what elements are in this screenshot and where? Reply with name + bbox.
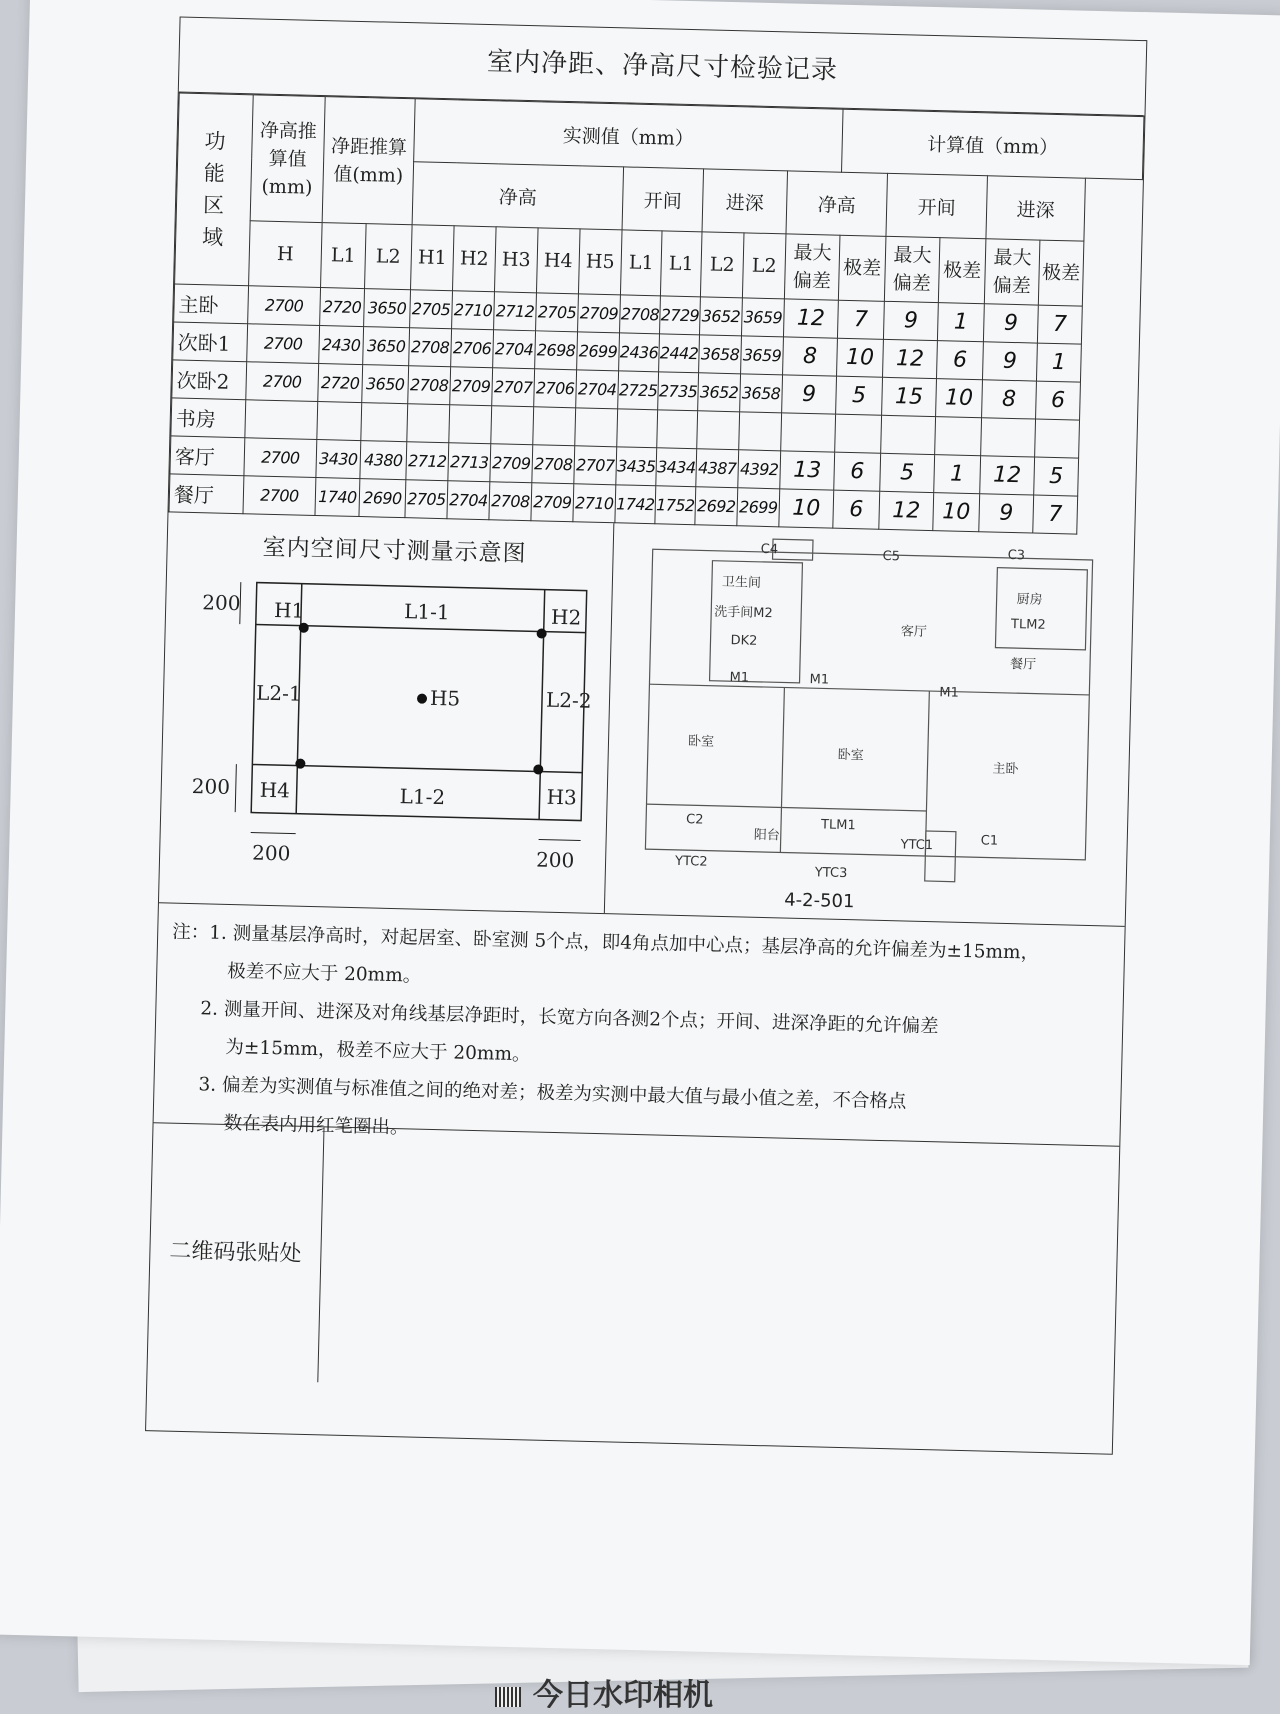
dim-label-200: 200 — [191, 774, 231, 799]
floor-plan — [604, 523, 1134, 926]
calculated-value: 15 — [882, 377, 937, 416]
measured-value: 2710 — [573, 484, 616, 523]
col-header: L2 — [700, 232, 744, 298]
measured-value: 2712 — [494, 292, 537, 331]
calculated-value: 9 — [983, 304, 1038, 343]
plan-label: 客厅 — [900, 624, 927, 640]
note-2a: 2. 测量开间、进深及对角线基层净距时，长宽方向各测2个点；开间、进深净距的允许偏差 — [200, 998, 939, 1038]
plan-wall — [647, 804, 927, 811]
watermark-stamp — [495, 1670, 713, 1714]
calculated-value: 7 — [1033, 495, 1078, 534]
plan-label: 卧室 — [837, 747, 864, 764]
label-l21: L2-1 — [255, 680, 302, 706]
calculated-value: 6 — [833, 490, 880, 529]
label-h2: H2 — [550, 604, 582, 630]
dim-line — [251, 832, 296, 833]
room-name: 次卧2 — [172, 360, 247, 400]
col-header: H — [249, 221, 323, 288]
measured-value: 2698 — [535, 331, 578, 370]
measured-value: 3658 — [740, 374, 783, 413]
calculated-value: 10 — [936, 379, 983, 418]
measured-value: 1752 — [655, 486, 696, 525]
plan-wall — [649, 684, 1089, 695]
measured-value: 2442 — [659, 334, 700, 373]
col-header: L1 — [321, 223, 367, 289]
measured-value: 2705 — [536, 293, 579, 332]
calculated-header: 计算值（mm） — [842, 109, 1144, 179]
measured-value: 2700 — [243, 476, 316, 516]
calculated-value: 10 — [933, 493, 980, 532]
calculated-value: 10 — [837, 338, 884, 377]
plan-label: YTC1 — [900, 837, 934, 854]
max-dev-header: 最大偏差 — [984, 239, 1040, 305]
calculated-value: 5 — [1034, 457, 1079, 496]
measured-value — [245, 400, 318, 440]
measured-value: 2704 — [493, 330, 536, 369]
room-name: 餐厅 — [169, 474, 244, 514]
plan-label: C2 — [685, 812, 704, 828]
note-2b: 为±15mm，极差不应大于 20mm。 — [225, 1036, 531, 1066]
qr-section — [147, 1123, 1119, 1402]
measured-value — [657, 410, 698, 449]
dim-label-200: 200 — [251, 840, 291, 866]
plan-label: YTC2 — [674, 853, 708, 870]
calculated-value: 9 — [979, 494, 1034, 533]
calculated-value — [835, 414, 882, 453]
plan-wall — [780, 687, 784, 852]
measured-value: 4380 — [360, 441, 407, 480]
col-header: L2 — [365, 224, 413, 290]
plan-label: 厨房 — [1016, 592, 1043, 608]
measured-value — [491, 406, 534, 445]
measured-value: 2735 — [658, 372, 699, 411]
measured-value: 2706 — [534, 369, 577, 408]
plan-label: 阳台 — [753, 827, 780, 844]
col-header: L2 — [742, 233, 786, 299]
label-h3: H3 — [546, 784, 578, 810]
diagrams-section — [159, 512, 1134, 926]
calculated-value: 1 — [937, 303, 984, 342]
plan-label: 洗手间M2 — [714, 604, 773, 622]
measured-value: 4392 — [738, 450, 781, 489]
plan-label: YTC3 — [814, 865, 848, 882]
measured-value — [617, 409, 658, 448]
measurement-diagram — [159, 512, 614, 913]
measured-value: 2705 — [410, 290, 453, 329]
plan-label: 餐厅 — [1009, 656, 1037, 673]
measured-value: 2700 — [247, 324, 320, 364]
calculated-value — [881, 415, 936, 454]
qr-label: 二维码张贴处 — [147, 1123, 324, 1382]
measured-value — [361, 403, 408, 442]
measured-value: 2699 — [577, 332, 620, 371]
room-name: 次卧1 — [173, 322, 248, 362]
col-header: H5 — [578, 229, 622, 295]
measured-value: 2708 — [409, 328, 452, 367]
calculated-value: 7 — [837, 300, 884, 339]
note-1b: 极差不应大于 20mm。 — [227, 960, 422, 987]
calc-opening-header: 开间 — [886, 173, 988, 238]
measured-value — [533, 407, 576, 446]
calculated-value: 12 — [783, 299, 838, 338]
plan-label: 卫生间 — [721, 574, 762, 591]
measured-value: 2704 — [447, 481, 490, 520]
measured-value: 2720 — [320, 288, 365, 327]
calculated-value: 6 — [937, 341, 984, 380]
measured-value: 3435 — [616, 447, 657, 486]
range-header: 极差 — [1038, 240, 1084, 306]
calculated-value — [781, 413, 836, 452]
range-header: 极差 — [938, 238, 986, 304]
measured-value: 2430 — [319, 326, 364, 365]
measured-value: 3650 — [362, 365, 409, 404]
measured-value: 2705 — [405, 480, 448, 519]
measured-value: 2709 — [578, 294, 621, 333]
room-name: 主卧 — [174, 284, 249, 324]
measured-value: 2710 — [452, 291, 495, 330]
diagram-title: 室内空间尺寸测量示意图 — [262, 534, 527, 568]
measured-value: 2708 — [408, 366, 451, 405]
calculated-value: 10 — [779, 489, 834, 528]
measured-value: 2720 — [318, 364, 363, 403]
floor-plan-svg — [604, 523, 1134, 926]
plan-label: TLM1 — [820, 817, 856, 834]
plan-label: C5 — [882, 548, 901, 565]
point-h2 — [537, 628, 547, 638]
col-header: H4 — [536, 228, 580, 294]
stamp-text: 今日水印相机 — [533, 1678, 713, 1713]
line-l22 — [539, 590, 545, 820]
range-header: 极差 — [838, 235, 886, 301]
plan-label: TLM2 — [1010, 617, 1046, 633]
measured-value: 3652 — [700, 297, 743, 336]
plan-label: C3 — [1007, 547, 1026, 564]
room-name: 书房 — [171, 398, 246, 438]
measured-value: 1742 — [615, 485, 656, 524]
calculated-value: 6 — [1036, 381, 1081, 420]
measured-value — [697, 411, 740, 450]
measured-value: 2699 — [737, 488, 780, 527]
measured-value: 2706 — [451, 329, 494, 368]
measured-value — [739, 412, 782, 451]
plan-label: DK2 — [730, 633, 758, 649]
measured-value: 2700 — [248, 286, 321, 326]
measured-value: 3659 — [741, 336, 784, 375]
calculated-value: 9 — [883, 301, 938, 340]
col-header: H3 — [494, 227, 538, 293]
calculated-value: 1 — [1036, 343, 1081, 382]
point-h3 — [533, 764, 543, 774]
inspection-form — [145, 17, 1147, 1455]
qr-mini-icon — [495, 1687, 521, 1707]
calc-net-height-header: 净高 — [786, 171, 888, 236]
calculated-value — [981, 418, 1036, 457]
plan-code: 4-2-501 — [783, 889, 855, 913]
calculated-value: 6 — [834, 452, 881, 491]
note-3b: 数在表内用红笔圈出。 — [223, 1112, 409, 1139]
measured-value: 2725 — [618, 371, 659, 410]
calculated-value: 9 — [983, 342, 1038, 381]
plan-label: C4 — [760, 541, 779, 558]
plan-window — [773, 539, 813, 560]
label-l22: L2-2 — [545, 687, 592, 713]
calculated-value: 1 — [934, 455, 981, 494]
calculated-value — [1035, 419, 1080, 458]
measured-value — [317, 402, 362, 441]
measured-value: 2436 — [619, 333, 660, 372]
measured-value — [575, 408, 618, 447]
plan-label: 主卧 — [992, 761, 1019, 778]
max-dev-header: 最大偏差 — [884, 236, 940, 302]
measured-value: 3652 — [698, 373, 741, 412]
label-l11: L1-1 — [403, 599, 450, 625]
plan-label: C1 — [980, 833, 999, 849]
measured-value: 2707 — [574, 446, 617, 485]
measured-value: 1740 — [315, 477, 360, 516]
opening-header: 开间 — [622, 167, 704, 232]
calculated-value — [935, 417, 982, 456]
measurement-table — [168, 93, 1144, 536]
measured-value — [407, 404, 450, 443]
measured-value: 2692 — [695, 487, 738, 526]
plan-label: M1 — [939, 685, 959, 701]
calculated-value: 12 — [980, 456, 1035, 495]
measured-value: 3650 — [364, 289, 411, 328]
col-header: L1 — [620, 230, 662, 296]
notes-section — [154, 903, 1125, 1147]
measurement-diagram-svg — [159, 512, 613, 913]
measured-value: 2708 — [620, 295, 661, 334]
measured-value: 3650 — [363, 327, 410, 366]
measured-value: 2709 — [450, 367, 493, 406]
dim-line — [539, 840, 581, 841]
measured-value: 4387 — [696, 449, 739, 488]
calculated-value: 13 — [780, 451, 835, 490]
plan-kitchen — [995, 568, 1087, 650]
max-dev-header: 最大偏差 — [784, 234, 840, 300]
room-name: 客厅 — [170, 436, 245, 476]
measured-value: 2708 — [532, 445, 575, 484]
measured-value: 3659 — [741, 298, 784, 337]
label-h1: H1 — [273, 598, 305, 623]
dist-est-header: 净距推算值(mm) — [322, 97, 415, 225]
height-est-header: 净高推算值(mm) — [250, 95, 325, 223]
measured-value: 2700 — [246, 362, 319, 402]
calculated-value: 8 — [783, 337, 838, 376]
measured-value: 3430 — [316, 439, 361, 478]
measured-value: 3434 — [656, 448, 697, 487]
col-header: H2 — [453, 226, 497, 292]
col-header: L1 — [660, 231, 702, 297]
plan-label: M1 — [809, 672, 830, 688]
calculated-value: 7 — [1037, 305, 1082, 344]
label-l12: L1-2 — [399, 784, 446, 810]
form-title: 室内净距、净高尺寸检验记录 — [179, 18, 1147, 117]
measured-value: 2690 — [359, 479, 406, 518]
measured-value: 2709 — [490, 444, 533, 483]
note-1a: 注：1. 测量基层净高时，对起居室、卧室测 5个点，即4角点加中心点；基层净高的允许偏差为±15mm， — [171, 921, 1040, 964]
measured-value: 2707 — [492, 368, 535, 407]
point-h5 — [417, 694, 427, 704]
measured-value: 3658 — [699, 335, 742, 374]
func-area-header: 功能区域 — [175, 93, 254, 286]
calculated-value: 5 — [836, 376, 883, 415]
label-h4: H4 — [259, 777, 291, 803]
dim-label-200: 200 — [202, 590, 241, 616]
measured-value: 2700 — [244, 438, 317, 478]
measured-value: 2704 — [576, 370, 619, 409]
measured-value: 2708 — [489, 482, 532, 521]
calculated-value: 12 — [879, 491, 934, 530]
measured-header: 实测值（mm） — [414, 99, 843, 172]
calculated-value: 12 — [883, 339, 938, 378]
measured-value: 2712 — [406, 442, 449, 481]
calculated-value: 8 — [982, 380, 1037, 419]
net-height-header: 净高 — [412, 162, 623, 230]
calc-depth-header: 进深 — [986, 176, 1086, 241]
measured-value: 2709 — [531, 483, 574, 522]
plan-label: M1 — [729, 670, 750, 686]
depth-header: 进深 — [702, 169, 788, 234]
measured-value — [449, 405, 492, 444]
dim-line — [235, 764, 236, 812]
measured-value: 2729 — [660, 296, 701, 335]
label-h5: H5 — [429, 685, 461, 711]
calculated-value: 5 — [880, 453, 935, 492]
measured-value: 2713 — [448, 443, 491, 482]
col-header: H1 — [411, 225, 455, 291]
note-3a: 3. 偏差为实测值与标准值之间的绝对差；极差为实测中最大值与最小值之差，不合格点 — [198, 1074, 907, 1113]
plan-label: 卧室 — [687, 734, 715, 750]
dim-label-200: 200 — [535, 847, 575, 873]
calculated-value: 9 — [782, 375, 837, 414]
